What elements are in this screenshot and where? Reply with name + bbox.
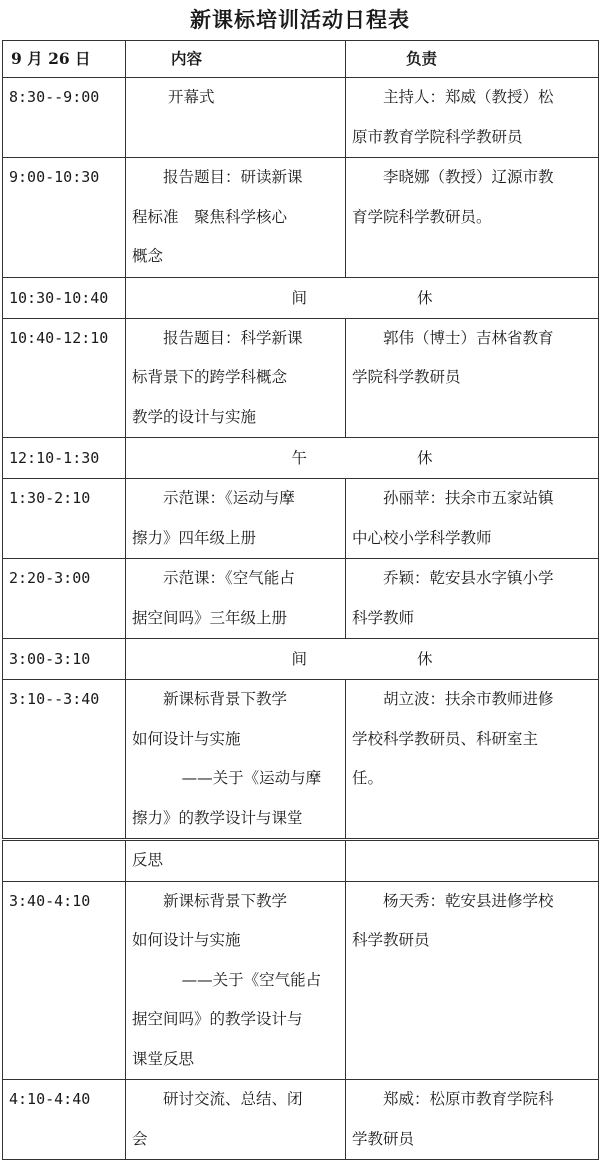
content-line: 报告题目：科学新课: [163, 328, 303, 347]
content-line: 研讨交流、总结、闭: [163, 1090, 303, 1108]
responsible-line: 原市教育学院科学教研员: [352, 127, 523, 146]
time-cell: 2:20-3:00: [3, 559, 126, 639]
responsible-line: 孙丽苹：扶余市五家站镇: [383, 489, 554, 507]
content-line: ——关于《空气能占: [181, 970, 322, 989]
content-line: 标背景下的跨学科概念: [132, 368, 288, 386]
content-line: 会: [132, 1129, 148, 1148]
content-cell: [126, 479, 346, 559]
header-responsible: 负责: [346, 41, 599, 78]
schedule-row: [3, 1080, 599, 1160]
content-cell: [126, 680, 346, 839]
content-line: 程标准 聚焦科学核心: [132, 207, 288, 226]
content-line: 如何设计与实施: [132, 931, 241, 949]
time-cell: 9:00-10:30: [3, 158, 126, 278]
time-cell: 12:10-1:30: [3, 438, 126, 479]
responsible-line: 李晓娜（教授）辽源市教: [383, 168, 554, 186]
time-cell: 3:40-4:10: [3, 881, 126, 1080]
break-label: 午: [291, 449, 307, 467]
schedule-row: [3, 158, 599, 278]
page-title: 新课标培训活动日程表: [190, 7, 410, 32]
schedule-row: [3, 881, 599, 1080]
schedule-row: [3, 318, 599, 438]
content-line: ——关于《运动与摩: [181, 769, 322, 787]
responsible-line: 育学院科学教研员。: [352, 207, 492, 226]
content-line: 擦力》的教学设计与课堂: [132, 808, 303, 827]
break-row: [3, 639, 599, 680]
responsible-cell: [346, 78, 599, 158]
responsible-cell: [346, 1080, 599, 1160]
content-line: 据空间吗》的教学设计与: [132, 1010, 303, 1028]
responsible-line: 杨天秀：乾安县进修学校: [383, 891, 554, 910]
content-cell: [126, 559, 346, 639]
responsible-cell: [346, 881, 599, 1080]
break-cell: [126, 639, 599, 680]
break-label: 休: [417, 449, 433, 467]
responsible-line: 郭伟（博士）吉林省教育: [383, 328, 554, 347]
time-cell: 1:30-2:10: [3, 479, 126, 559]
responsible-cell: [346, 479, 599, 559]
responsible-line: 郑威：松原市教育学院科: [383, 1090, 554, 1108]
content-cell: [126, 158, 346, 278]
content-line: 教学的设计与实施: [132, 407, 257, 426]
break-label: 间: [291, 650, 307, 668]
content-line: 擦力》四年级上册: [132, 528, 257, 547]
responsible-line: 学教研员: [352, 1129, 415, 1148]
schedule-row: [3, 680, 599, 839]
header-content: 内容: [126, 41, 346, 78]
break-row: [3, 438, 599, 479]
responsible-line: 乔颖：乾安县水字镇小学: [383, 569, 554, 587]
time-cell: 10:40-12:10: [3, 318, 126, 438]
time-cell: [3, 841, 126, 882]
responsible-line: 学院科学教研员: [352, 368, 461, 386]
break-cell: [126, 277, 599, 318]
responsible-line: 主持人：郑威（教授）松: [383, 88, 554, 106]
responsible-line: 科学教师: [352, 608, 415, 627]
content-cell: [126, 78, 346, 158]
content-line: 示范课：《运动与摩: [163, 489, 295, 507]
content-line: 新课标背景下教学: [163, 690, 288, 708]
content-cell: [126, 1080, 346, 1160]
time-cell: 4:10-4:40: [3, 1080, 126, 1160]
content-line: 反思: [132, 851, 164, 869]
time-cell: 10:30-10:40: [3, 277, 126, 318]
time-cell: 8:30--9:00: [3, 78, 126, 158]
schedule-row: [3, 559, 599, 639]
schedule-row: [3, 841, 599, 882]
schedule-row: [3, 479, 599, 559]
content-line: 据空间吗》三年级上册: [132, 608, 288, 627]
content-line: 概念: [132, 247, 164, 265]
break-row: [3, 277, 599, 318]
content-line: 如何设计与实施: [132, 729, 241, 748]
responsible-line: 学校科学教研员、科研室主: [352, 729, 539, 748]
break-label: 休: [417, 288, 433, 307]
content-line: 开幕式: [168, 88, 215, 106]
responsible-cell: [346, 680, 599, 839]
content-cell: [126, 318, 346, 438]
time-cell: 3:00-3:10: [3, 639, 126, 680]
responsible-line: 任。: [352, 769, 384, 787]
responsible-line: 科学教研员: [352, 931, 430, 949]
responsible-cell: [346, 158, 599, 278]
responsible-line: 中心校小学科学教师: [352, 528, 492, 547]
responsible-cell: [346, 318, 599, 438]
content-line: 示范课：《空气能占: [163, 569, 295, 587]
content-line: 新课标背景下教学: [163, 891, 288, 910]
content-cell: [126, 881, 346, 1080]
schedule-row: [3, 78, 599, 158]
time-cell: 3:10--3:40: [3, 680, 126, 839]
content-cell: [126, 841, 346, 882]
responsible-cell: [346, 841, 599, 882]
schedule-table-continued: [2, 840, 599, 1160]
break-label: 休: [417, 650, 433, 668]
content-line: 课堂反思: [132, 1049, 195, 1068]
responsible-line: 胡立波：扶余市教师进修: [383, 690, 554, 708]
header-date: 9 月 26 日: [3, 41, 126, 78]
break-label: 间: [291, 288, 307, 307]
schedule-table: [2, 40, 599, 839]
table-header-row: [3, 41, 599, 78]
break-cell: [126, 438, 599, 479]
content-line: 报告题目：研读新课: [163, 168, 303, 186]
responsible-cell: [346, 559, 599, 639]
